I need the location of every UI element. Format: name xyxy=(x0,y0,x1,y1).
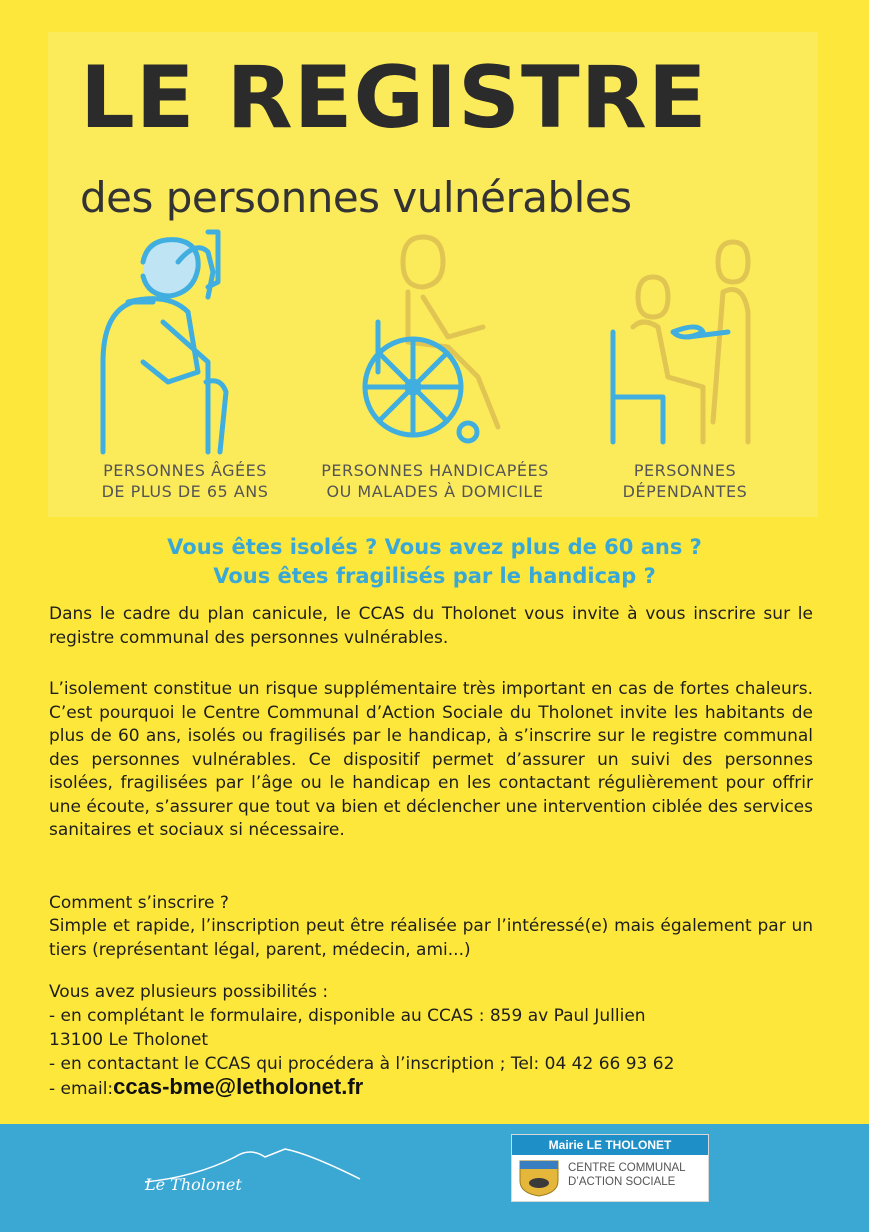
category-elderly: PERSONNES ÂGÉES DE PLUS DE 65 ANS xyxy=(101,461,269,501)
page-title: LE REGISTRE xyxy=(80,48,708,148)
category-dependent: PERSONNES DÉPENDANTES xyxy=(622,461,748,501)
badge-text: CENTRE COMMUNAL D’ACTION SOCIALE xyxy=(568,1162,686,1188)
email-link[interactable]: ccas-bme@letholonet.fr xyxy=(113,1074,364,1099)
option-phone-line: - en contactant le CCAS qui procédera à l’inscription ; Tel: 04 42 66 93 62 xyxy=(49,1054,675,1074)
options-heading: Vous avez plusieurs possibilités : xyxy=(49,982,329,1002)
option-form-address: 13100 Le Tholonet xyxy=(49,1030,209,1050)
elderly-person-icon xyxy=(103,232,226,452)
signature-text: Le Tholonet xyxy=(145,1175,242,1194)
category-handicapped: PERSONNES HANDICAPÉES OU MALADES À DOMICILE xyxy=(321,461,549,501)
option-form-line: - en complétant le formulaire, disponible au CCAS : 859 av Paul Jullien xyxy=(49,1006,646,1026)
wheelchair-person-icon xyxy=(365,237,498,441)
illustration-panel xyxy=(68,222,818,457)
intro-paragraph: Dans le cadre du plan canicule, le CCAS du Tholonet vous invite à vous inscrire sur le registre communal des personnes vulnérables. xyxy=(49,604,813,648)
ccas-badge xyxy=(511,1134,709,1202)
page-subtitle: des personnes vulnérables xyxy=(80,173,632,222)
footer-band xyxy=(0,1124,869,1232)
le-tholonet-logo xyxy=(135,1142,365,1202)
how-heading: Comment s’inscrire ? xyxy=(49,893,229,913)
isolation-paragraph: L’isolement constitue un risque supplémentaire très important en cas de fortes chaleurs. C’est pourquoi le Centre Communal d’Action Sociale du Tholonet invite les habitants de plus de 60 ans, isolés ou fragilisés par le handicap, à s’inscrire sur le registre communal des personnes vulnérables. Ce dispositif permet d’assurer un suivi des personnes isolées, fragilisées par l’âge ou le handicap en les contactant régulièrement pour offrir une écoute, s’assurer que tout va bien et déclencher une intervention ciblée des services sanitaires et sociaux si nécessaire. xyxy=(49,679,813,840)
question-line-1: Vous êtes isolés ? Vous avez plus de 60 ans ? xyxy=(167,535,702,559)
badge-title: Mairie LE THOLONET xyxy=(512,1135,708,1155)
email-line xyxy=(49,1075,363,1101)
email-label: - email: xyxy=(49,1079,114,1099)
question-line-2: Vous êtes fragilisés par le handicap ? xyxy=(213,564,656,588)
dependent-person-icon xyxy=(613,242,748,442)
crest-icon xyxy=(518,1159,560,1197)
how-text: Simple et rapide, l’inscription peut être réalisée par l’intéressé(e) mais également par un tiers (représentant légal, parent, médecin, ami...) xyxy=(49,916,813,960)
